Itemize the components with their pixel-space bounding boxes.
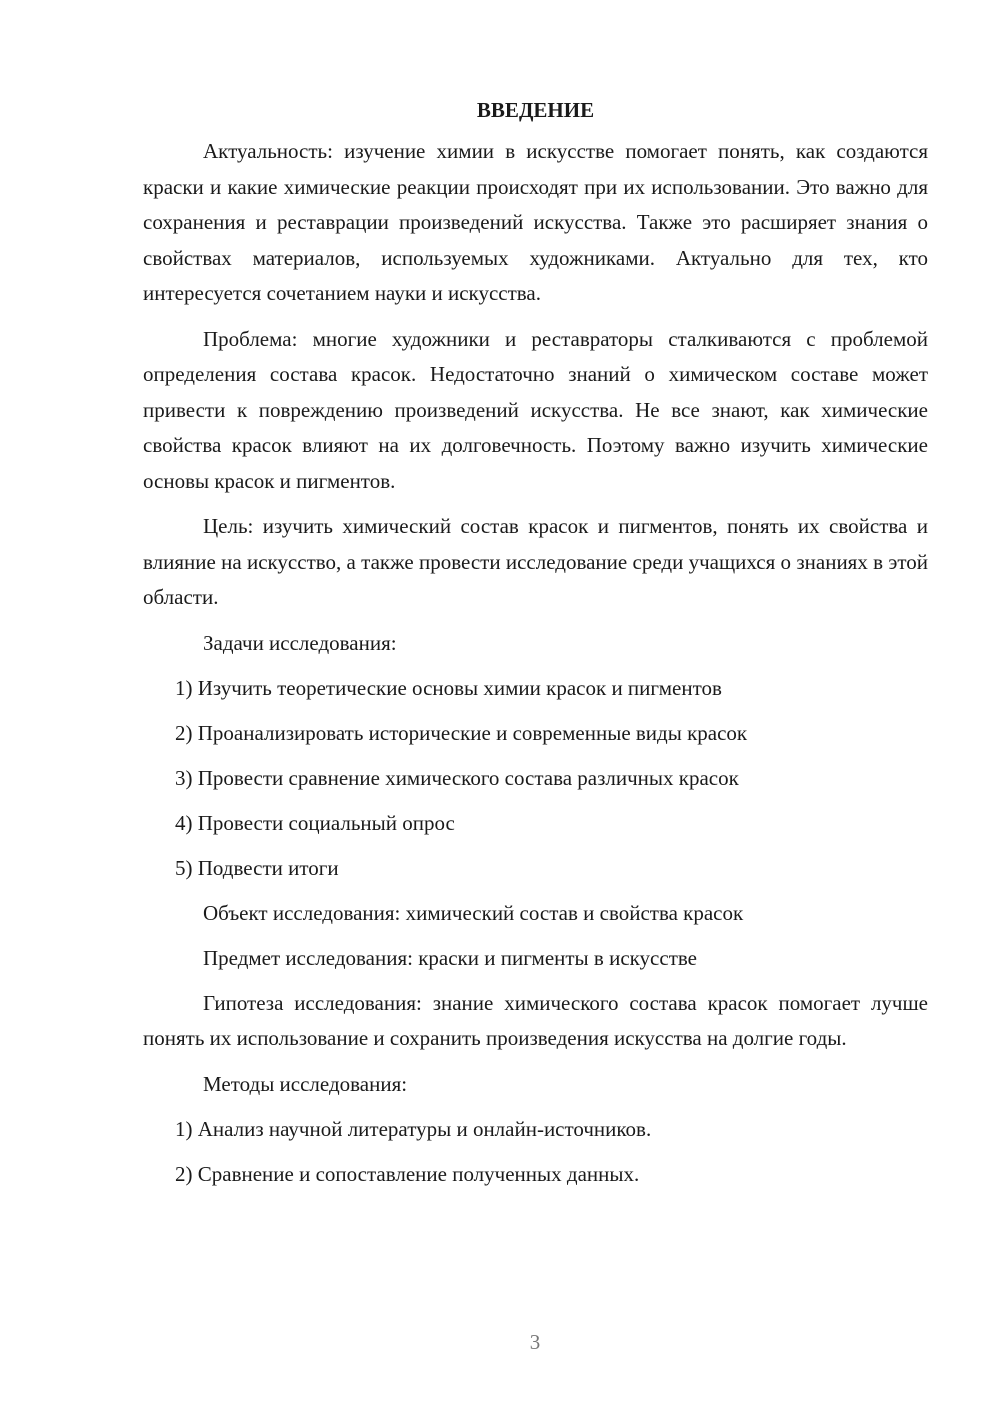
task-item: 5) Подвести итоги [175,855,339,880]
relevance-paragraph: Актуальность: изучение химии в искусстве помогает понять, как создаются краски и какие химические реакции происходят при их использовании. Это важно для сохранения и реставрации произведений искусства. Также это расширяет знания о свойствах материалов, используемых художниками. Актуально для тех, кто интересуется сочетанием науки и искусства. [143,139,928,305]
document-page [143,93,928,1202]
method-item: 1) Анализ научной литературы и онлайн-источников. [175,1116,652,1141]
task-item: 4) Провести социальный опрос [175,810,455,835]
page-number: 3 [529,1330,541,1354]
method-item: 2) Сравнение и сопоставление полученных данных. [175,1161,640,1186]
object-line: Объект исследования: химический состав и свойства красок [203,900,744,925]
task-item: 3) Провести сравнение химического состава различных красок [175,765,739,790]
page-title: ВВЕДЕНИЕ [476,98,595,122]
methods-title: Методы исследования: [203,1071,408,1096]
hypothesis-paragraph: Гипотеза исследования: знание химического состава красок помогает лучше понять их использование и сохранить произведения искусства на долгие годы. [143,990,928,1050]
subject-line: Предмет исследования: краски и пигменты в искусстве [203,945,697,970]
goal-paragraph: Цель: изучить химический состав красок и пигментов, понять их свойства и влияние на искусство, а также провести исследование среди учащихся о знаниях в этой области. [143,514,928,609]
problem-paragraph: Проблема: многие художники и реставраторы сталкиваются с проблемой определения состава красок. Недостаточно знаний о химическом составе может привести к повреждению произведений искусства. Не все знают, как химические свойства красок влияют на их долговечность. Поэтому важно изучить химические основы красок и пигментов. [143,326,928,493]
task-item: 1) Изучить теоретические основы химии красок и пигментов [175,675,722,700]
tasks-title: Задачи исследования: [203,630,397,655]
task-item: 2) Проанализировать исторические и современные виды красок [175,720,748,745]
